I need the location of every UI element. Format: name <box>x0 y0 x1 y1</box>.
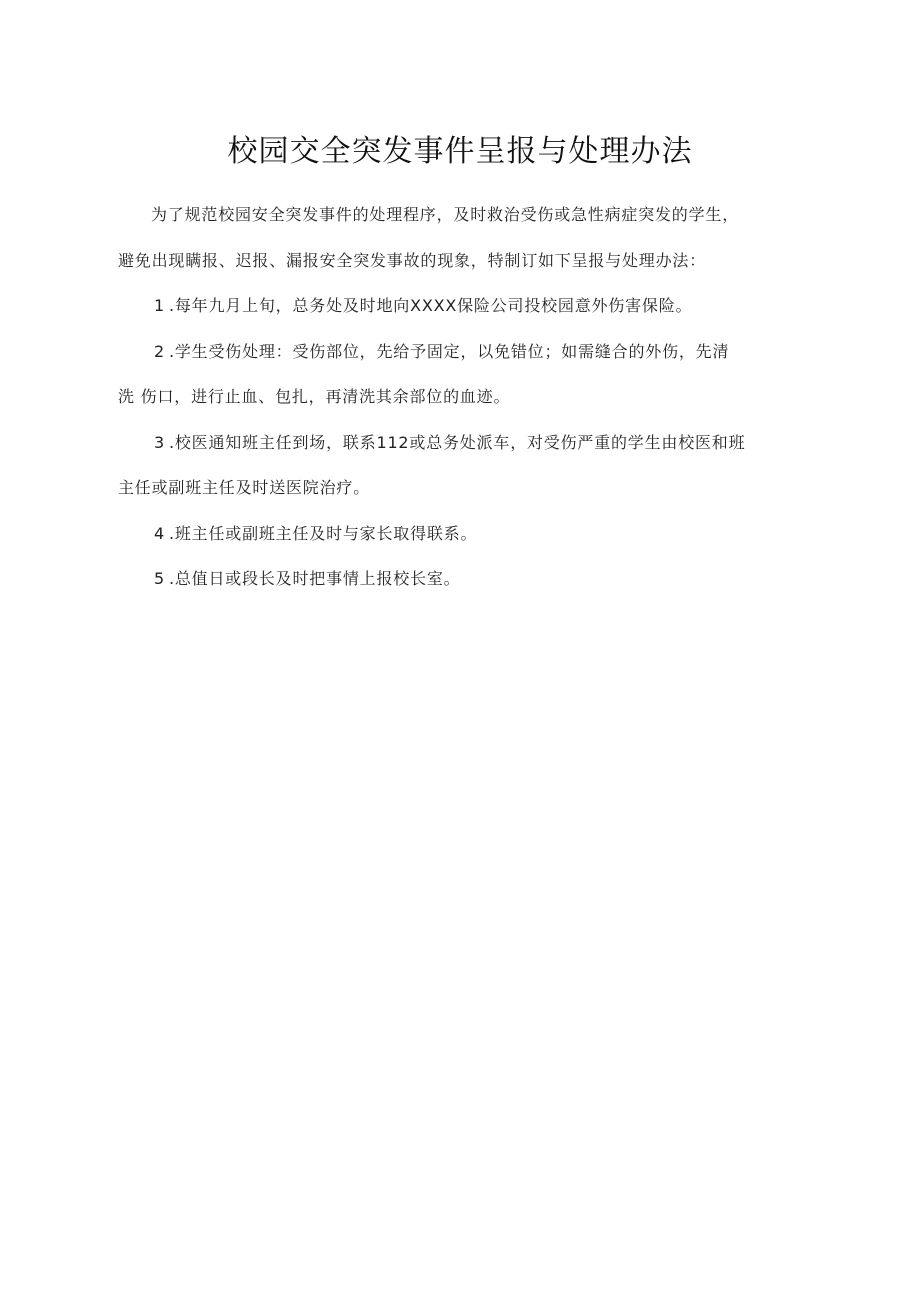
list-item-number: 3 <box>154 432 165 452</box>
list-item-3-continuation: 主任或副班主任及时送医院治疗。 <box>118 478 371 497</box>
intro-line-1: 为了规范校园安全突发事件的处理程序，及时救治受伤或急性病症突发的学生， <box>151 205 740 224</box>
list-item-text: .校医通知班主任到场，联系112或总务处派车，对受伤严重的学生由校医和班 <box>168 432 746 452</box>
list-item-number: 5 <box>154 569 165 588</box>
document-title: 校园交全突发事件呈报与处理办法 <box>227 134 693 169</box>
list-item-1 <box>118 283 808 329</box>
list-item-2 <box>118 329 808 420</box>
list-item-1-line <box>118 283 808 329</box>
list-item-4 <box>118 511 808 557</box>
list-item-number: 4 <box>154 523 165 543</box>
list-item-text: .总值日或段长及时把事情上报校长室。 <box>168 569 461 588</box>
list-item-5-line <box>118 556 808 602</box>
list-item-number: 2 <box>154 341 165 361</box>
list-item-text: .班主任或副班主任及时与家长取得联系。 <box>168 523 478 543</box>
list-item-3 <box>118 420 808 511</box>
list-item-4-line <box>118 511 808 557</box>
list-item-text: .每年九月上旬，总务处及时地向XXXX保险公司投校园意外伤害保险。 <box>168 296 693 315</box>
list-item-3-line <box>118 420 808 466</box>
document-body <box>118 192 808 602</box>
list-item-text: .学生受伤处理：受伤部位，先给予固定，以免错位；如需缝合的外伤，先清 <box>168 341 730 361</box>
intro-line-2: 避免出现瞒报、迟报、漏报安全突发事故的现象，特制订如下呈报与处理办法： <box>118 250 707 270</box>
list-item-2-continuation: 洗 伤口，进行止血、包扎，再清洗其余部位的血迹。 <box>118 387 511 406</box>
list-item-number: 1 <box>154 296 165 315</box>
list-item-5 <box>118 556 808 602</box>
list-item-2-line <box>118 329 808 375</box>
intro-paragraph <box>118 192 808 283</box>
